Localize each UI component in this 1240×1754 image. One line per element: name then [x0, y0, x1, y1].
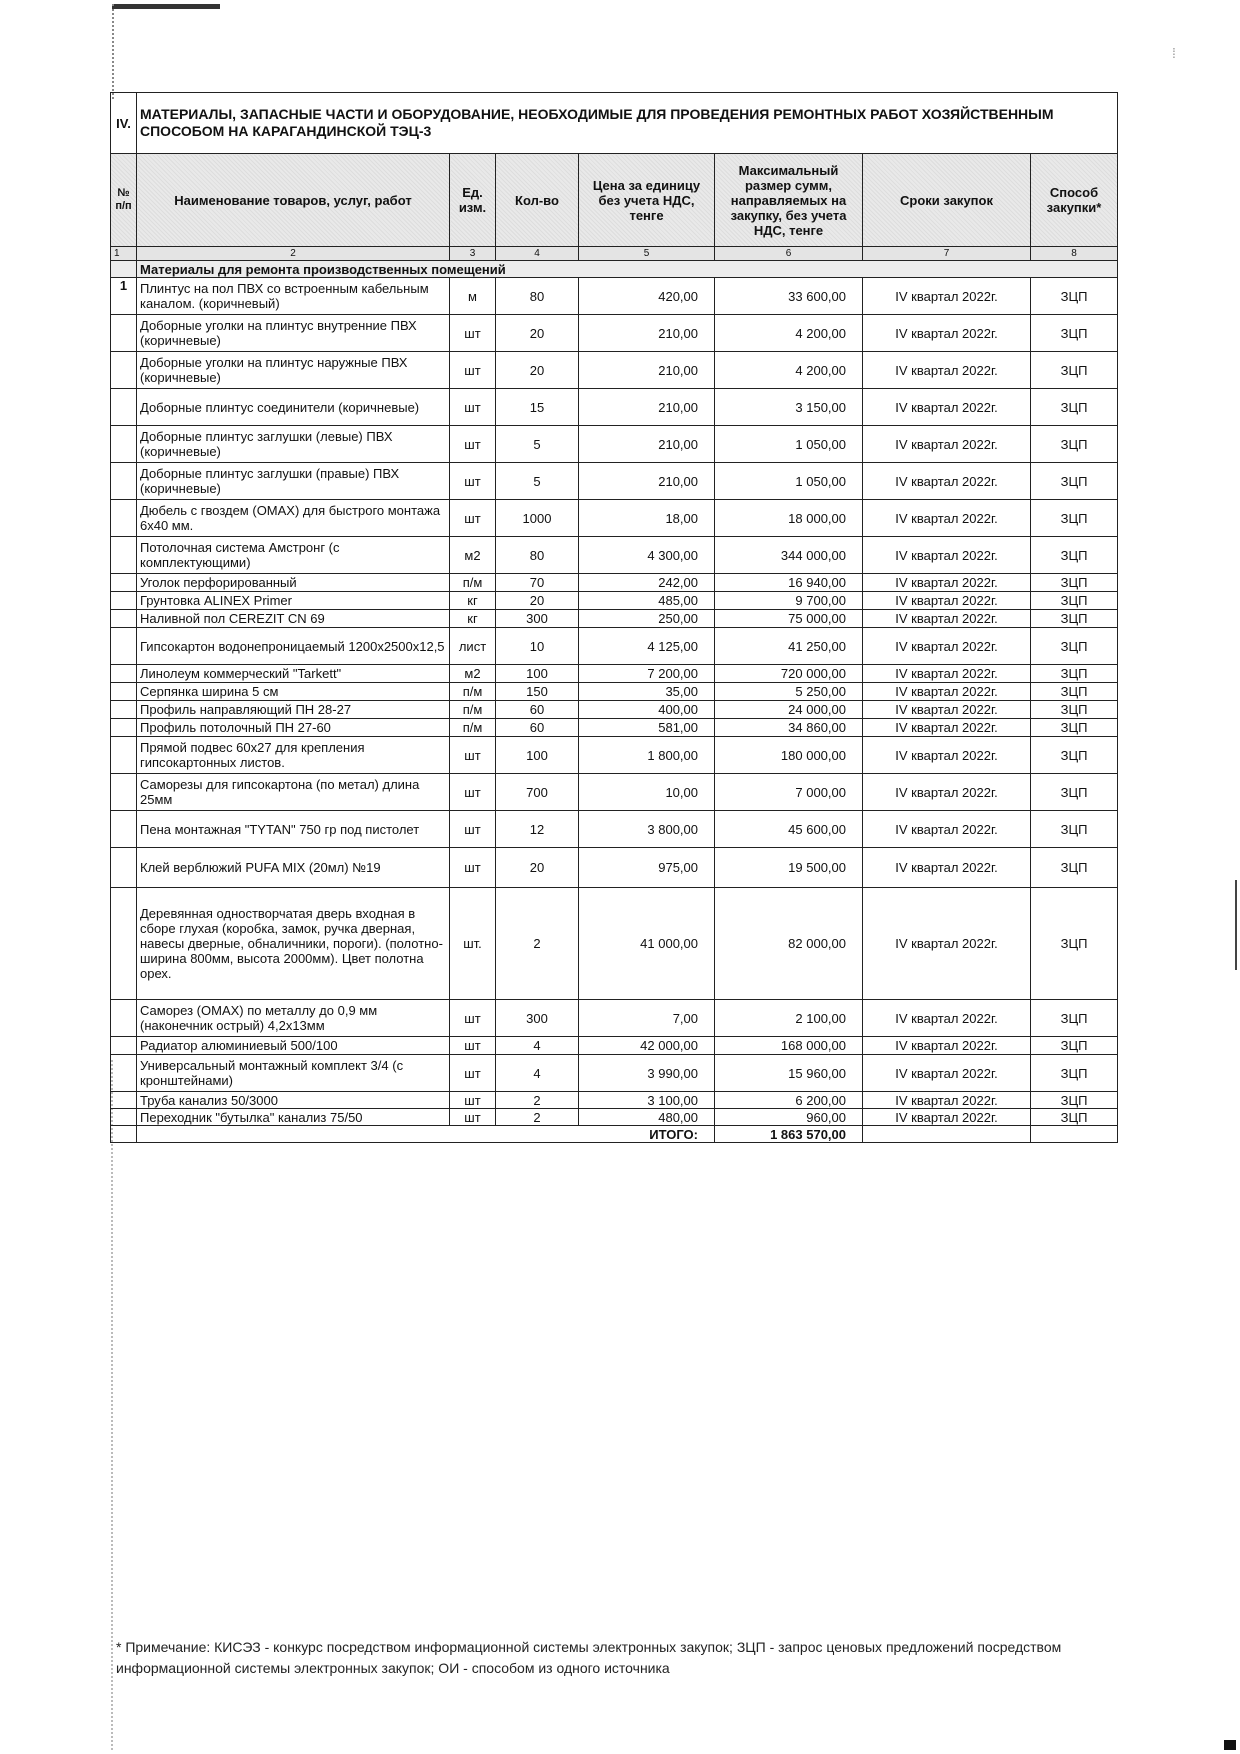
item-name: Доборные уголки на плинтус внутренние ПВХ (коричневые) [137, 315, 450, 352]
col-number: 8 [1031, 247, 1118, 261]
item-qty: 300 [496, 610, 579, 628]
item-term: IV квартал 2022г. [863, 1000, 1031, 1037]
row-number [111, 500, 137, 537]
item-unit: шт [450, 1092, 496, 1109]
row-number [111, 537, 137, 574]
item-qty: 100 [496, 737, 579, 774]
item-sum: 9 700,00 [715, 592, 863, 610]
item-name: Деревянная одностворчатая дверь входная в сборе глухая (коробка, замок, ручка дверная, навесы дверные, обналичники, пороги). (полотно- ширина 800мм, высота 2000мм). Цвет полотна орех. [137, 888, 450, 1000]
footnote: * Примечание: КИСЭЗ - конкурс посредством информационной системы электронных закупок; ЗЦП - запрос ценовых предложений посредством информационной системы электронных закупок; ОИ - способом из одного источника [116, 1639, 1062, 1676]
item-method: ЗЦП [1031, 737, 1118, 774]
item-sum: 1 050,00 [715, 426, 863, 463]
item-name: Переходник "бутылка" канализ 75/50 [137, 1109, 450, 1126]
table-row [111, 665, 1118, 683]
item-sum: 82 000,00 [715, 888, 863, 1000]
row-number [111, 628, 137, 665]
item-unit: шт [450, 389, 496, 426]
item-sum: 4 200,00 [715, 352, 863, 389]
item-price: 485,00 [579, 592, 715, 610]
category-title: Материалы для ремонта производственных помещений [137, 261, 1118, 278]
table-row [111, 1037, 1118, 1055]
item-price: 250,00 [579, 610, 715, 628]
col-number: 3 [450, 247, 496, 261]
item-qty: 2 [496, 1109, 579, 1126]
item-method: ЗЦП [1031, 315, 1118, 352]
item-method: ЗЦП [1031, 537, 1118, 574]
col-header-name: Наименование товаров, услуг, работ [137, 154, 450, 247]
item-name: Радиатор алюминиевый 500/100 [137, 1037, 450, 1055]
item-term: IV квартал 2022г. [863, 665, 1031, 683]
item-qty: 10 [496, 628, 579, 665]
item-term: IV квартал 2022г. [863, 888, 1031, 1000]
item-price: 4 125,00 [579, 628, 715, 665]
table-row [111, 315, 1118, 352]
scan-speck: ⁞ [1172, 45, 1176, 61]
table-row [111, 592, 1118, 610]
item-unit: шт [450, 1037, 496, 1055]
item-unit: кг [450, 610, 496, 628]
item-price: 480,00 [579, 1109, 715, 1126]
row-number [111, 1000, 137, 1037]
item-unit: шт [450, 737, 496, 774]
item-price: 41 000,00 [579, 888, 715, 1000]
item-unit: м [450, 278, 496, 315]
item-method: ЗЦП [1031, 389, 1118, 426]
item-method: ЗЦП [1031, 1037, 1118, 1055]
item-method: ЗЦП [1031, 848, 1118, 888]
item-qty: 20 [496, 352, 579, 389]
item-name: Плинтус на пол ПВХ со встроенным кабельным каналом. (коричневый) [137, 278, 450, 315]
col-header-method: Способ закупки* [1031, 154, 1118, 247]
col-number: 7 [863, 247, 1031, 261]
table-row [111, 537, 1118, 574]
table-row [111, 701, 1118, 719]
item-sum: 16 940,00 [715, 574, 863, 592]
item-sum: 4 200,00 [715, 315, 863, 352]
item-unit: шт [450, 1000, 496, 1037]
item-price: 210,00 [579, 389, 715, 426]
item-qty: 80 [496, 278, 579, 315]
item-method: ЗЦП [1031, 1092, 1118, 1109]
row-number [111, 352, 137, 389]
table-row [111, 574, 1118, 592]
item-unit: шт [450, 1055, 496, 1092]
row-number [111, 1109, 137, 1126]
table-row [111, 389, 1118, 426]
item-sum: 2 100,00 [715, 1000, 863, 1037]
table-row [111, 352, 1118, 389]
col-header-num: № п/п [111, 154, 137, 247]
item-term: IV квартал 2022г. [863, 683, 1031, 701]
col-header-qty: Кол-во [496, 154, 579, 247]
item-term: IV квартал 2022г. [863, 719, 1031, 737]
item-sum: 45 600,00 [715, 811, 863, 848]
row-number [111, 574, 137, 592]
item-unit: шт. [450, 888, 496, 1000]
item-method: ЗЦП [1031, 592, 1118, 610]
table-row [111, 811, 1118, 848]
row-number [111, 665, 137, 683]
item-price: 210,00 [579, 352, 715, 389]
total-empty-cell [863, 1126, 1031, 1143]
item-method: ЗЦП [1031, 888, 1118, 1000]
table-row [111, 719, 1118, 737]
table-row [111, 1000, 1118, 1037]
item-price: 7 200,00 [579, 665, 715, 683]
item-price: 42 000,00 [579, 1037, 715, 1055]
item-qty: 2 [496, 888, 579, 1000]
item-method: ЗЦП [1031, 352, 1118, 389]
row-number: 1 [111, 278, 137, 315]
item-name: Доборные плинтус соединители (коричневые) [137, 389, 450, 426]
item-qty: 700 [496, 774, 579, 811]
table-row [111, 1055, 1118, 1092]
item-sum: 41 250,00 [715, 628, 863, 665]
item-method: ЗЦП [1031, 683, 1118, 701]
item-qty: 4 [496, 1037, 579, 1055]
item-method: ЗЦП [1031, 500, 1118, 537]
col-number: 2 [137, 247, 450, 261]
item-method: ЗЦП [1031, 1055, 1118, 1092]
col-header-term: Сроки закупок [863, 154, 1031, 247]
item-method: ЗЦП [1031, 665, 1118, 683]
item-sum: 180 000,00 [715, 737, 863, 774]
section-title: МАТЕРИАЛЫ, ЗАПАСНЫЕ ЧАСТИ И ОБОРУДОВАНИЕ, НЕОБХОДИМЫЕ ДЛЯ ПРОВЕДЕНИЯ РЕМОНТНЫХ РАБОТ ХОЗЯЙСТВЕННЫМ СПОСОБОМ НА КАРАГАНДИНСКОЙ ТЭЦ-3 [137, 93, 1118, 154]
item-qty: 4 [496, 1055, 579, 1092]
total-num-cell [111, 1126, 137, 1143]
item-sum: 7 000,00 [715, 774, 863, 811]
item-unit: шт [450, 463, 496, 500]
row-number [111, 315, 137, 352]
row-number [111, 774, 137, 811]
item-unit: м2 [450, 537, 496, 574]
item-price: 3 800,00 [579, 811, 715, 848]
procurement-table [110, 92, 1118, 1143]
item-price: 18,00 [579, 500, 715, 537]
item-term: IV квартал 2022г. [863, 463, 1031, 500]
table-row [111, 610, 1118, 628]
row-number [111, 888, 137, 1000]
item-sum: 6 200,00 [715, 1092, 863, 1109]
table-row [111, 463, 1118, 500]
item-method: ЗЦП [1031, 1000, 1118, 1037]
table-row [111, 1092, 1118, 1109]
item-term: IV квартал 2022г. [863, 628, 1031, 665]
item-qty: 1000 [496, 500, 579, 537]
item-method: ЗЦП [1031, 574, 1118, 592]
item-unit: шт [450, 811, 496, 848]
scan-corner-mark [1224, 1740, 1236, 1750]
scan-edge-mark [112, 4, 220, 9]
item-qty: 15 [496, 389, 579, 426]
col-number: 5 [579, 247, 715, 261]
item-price: 10,00 [579, 774, 715, 811]
item-price: 3 990,00 [579, 1055, 715, 1092]
item-price: 210,00 [579, 463, 715, 500]
item-sum: 3 150,00 [715, 389, 863, 426]
item-method: ЗЦП [1031, 701, 1118, 719]
row-number [111, 683, 137, 701]
item-method: ЗЦП [1031, 719, 1118, 737]
item-price: 975,00 [579, 848, 715, 888]
item-sum: 18 000,00 [715, 500, 863, 537]
item-name: Труба канализ 50/3000 [137, 1092, 450, 1109]
item-sum: 960,00 [715, 1109, 863, 1126]
item-term: IV квартал 2022г. [863, 592, 1031, 610]
section-number: IV. [111, 93, 137, 154]
col-header-price: Цена за единицу без учета НДС, тенге [579, 154, 715, 247]
row-number [111, 1037, 137, 1055]
item-name: Прямой подвес 60х27 для крепления гипсокартонных листов. [137, 737, 450, 774]
item-qty: 70 [496, 574, 579, 592]
row-number [111, 701, 137, 719]
item-qty: 5 [496, 426, 579, 463]
item-unit: кг [450, 592, 496, 610]
item-term: IV квартал 2022г. [863, 1109, 1031, 1126]
item-price: 420,00 [579, 278, 715, 315]
column-header-row [111, 154, 1118, 247]
item-term: IV квартал 2022г. [863, 848, 1031, 888]
item-qty: 60 [496, 701, 579, 719]
item-term: IV квартал 2022г. [863, 574, 1031, 592]
item-name: Серпянка ширина 5 см [137, 683, 450, 701]
item-sum: 5 250,00 [715, 683, 863, 701]
item-method: ЗЦП [1031, 811, 1118, 848]
table-row [111, 888, 1118, 1000]
item-name: Доборные плинтус заглушки (левые) ПВХ (коричневые) [137, 426, 450, 463]
row-number [111, 426, 137, 463]
col-number: 6 [715, 247, 863, 261]
table-row [111, 737, 1118, 774]
table-row [111, 628, 1118, 665]
item-name: Гипсокартон водонепроницаемый 1200х2500х12,5 [137, 628, 450, 665]
item-method: ЗЦП [1031, 278, 1118, 315]
item-price: 1 800,00 [579, 737, 715, 774]
item-price: 7,00 [579, 1000, 715, 1037]
total-empty-cell [1031, 1126, 1118, 1143]
item-name: Профиль потолочный ПН 27-60 [137, 719, 450, 737]
row-number [111, 610, 137, 628]
item-name: Доборные уголки на плинтус наружные ПВХ (коричневые) [137, 352, 450, 389]
col-header-sum: Максимальный размер сумм, направляемых на закупку, без учета НДС, тенге [715, 154, 863, 247]
item-unit: шт [450, 426, 496, 463]
item-sum: 168 000,00 [715, 1037, 863, 1055]
item-method: ЗЦП [1031, 610, 1118, 628]
item-term: IV квартал 2022г. [863, 426, 1031, 463]
scan-edge-mark [111, 1060, 113, 1750]
col-number: 1 [111, 247, 137, 261]
item-unit: шт [450, 315, 496, 352]
item-unit: шт [450, 500, 496, 537]
item-price: 210,00 [579, 426, 715, 463]
row-number [111, 1092, 137, 1109]
table-row [111, 426, 1118, 463]
item-price: 400,00 [579, 701, 715, 719]
item-unit: шт [450, 352, 496, 389]
item-name: Профиль направляющий ПН 28-27 [137, 701, 450, 719]
table-row [111, 500, 1118, 537]
item-method: ЗЦП [1031, 628, 1118, 665]
row-number [111, 463, 137, 500]
item-unit: шт [450, 848, 496, 888]
item-name: Саморезы для гипсокартона (по метал) длина 25мм [137, 774, 450, 811]
row-number [111, 1055, 137, 1092]
item-term: IV квартал 2022г. [863, 315, 1031, 352]
row-number [111, 848, 137, 888]
item-unit: шт [450, 1109, 496, 1126]
item-qty: 2 [496, 1092, 579, 1109]
item-price: 3 100,00 [579, 1092, 715, 1109]
item-name: Грунтовка ALINEX Primer [137, 592, 450, 610]
scan-edge-mark [1235, 880, 1237, 970]
item-qty: 20 [496, 315, 579, 352]
item-sum: 24 000,00 [715, 701, 863, 719]
item-term: IV квартал 2022г. [863, 500, 1031, 537]
column-number-row [111, 247, 1118, 261]
item-name: Универсальный монтажный комплект 3/4 (с кронштейнами) [137, 1055, 450, 1092]
item-name: Наливной пол CEREZIT CN 69 [137, 610, 450, 628]
item-qty: 300 [496, 1000, 579, 1037]
row-number [111, 719, 137, 737]
item-sum: 15 960,00 [715, 1055, 863, 1092]
item-unit: п/м [450, 719, 496, 737]
item-name: Уголок перфорированный [137, 574, 450, 592]
item-unit: шт [450, 774, 496, 811]
item-unit: м2 [450, 665, 496, 683]
item-qty: 5 [496, 463, 579, 500]
item-term: IV квартал 2022г. [863, 537, 1031, 574]
item-name: Саморез (OMAX) по металлу до 0,9 мм (наконечник острый) 4,2х13мм [137, 1000, 450, 1037]
item-sum: 19 500,00 [715, 848, 863, 888]
item-term: IV квартал 2022г. [863, 1055, 1031, 1092]
table-row [111, 774, 1118, 811]
item-term: IV квартал 2022г. [863, 389, 1031, 426]
item-qty: 12 [496, 811, 579, 848]
item-price: 210,00 [579, 315, 715, 352]
item-method: ЗЦП [1031, 1109, 1118, 1126]
col-number: 4 [496, 247, 579, 261]
col-header-unit: Ед. изм. [450, 154, 496, 247]
table-row [111, 848, 1118, 888]
item-qty: 20 [496, 848, 579, 888]
section-header-row [111, 93, 1118, 154]
item-sum: 33 600,00 [715, 278, 863, 315]
item-sum: 720 000,00 [715, 665, 863, 683]
item-qty: 60 [496, 719, 579, 737]
item-name: Доборные плинтус заглушки (правые) ПВХ (коричневые) [137, 463, 450, 500]
item-method: ЗЦП [1031, 463, 1118, 500]
row-number [111, 389, 137, 426]
item-name: Клей верблюжий PUFA MIX (20мл) №19 [137, 848, 450, 888]
item-sum: 34 860,00 [715, 719, 863, 737]
table-row [111, 683, 1118, 701]
item-sum: 1 050,00 [715, 463, 863, 500]
item-term: IV квартал 2022г. [863, 278, 1031, 315]
category-num-cell [111, 261, 137, 278]
item-term: IV квартал 2022г. [863, 701, 1031, 719]
item-price: 4 300,00 [579, 537, 715, 574]
category-row [111, 261, 1118, 278]
item-price: 581,00 [579, 719, 715, 737]
row-number [111, 811, 137, 848]
item-method: ЗЦП [1031, 774, 1118, 811]
item-price: 242,00 [579, 574, 715, 592]
item-unit: п/м [450, 574, 496, 592]
item-term: IV квартал 2022г. [863, 811, 1031, 848]
total-label: ИТОГО: [137, 1126, 715, 1143]
scan-edge-mark [112, 4, 117, 99]
item-term: IV квартал 2022г. [863, 737, 1031, 774]
row-number [111, 737, 137, 774]
item-term: IV квартал 2022г. [863, 610, 1031, 628]
table-row [111, 1109, 1118, 1126]
item-method: ЗЦП [1031, 426, 1118, 463]
item-unit: п/м [450, 701, 496, 719]
item-term: IV квартал 2022г. [863, 774, 1031, 811]
item-sum: 75 000,00 [715, 610, 863, 628]
item-qty: 100 [496, 665, 579, 683]
item-term: IV квартал 2022г. [863, 1037, 1031, 1055]
item-term: IV квартал 2022г. [863, 1092, 1031, 1109]
item-sum: 344 000,00 [715, 537, 863, 574]
item-term: IV квартал 2022г. [863, 352, 1031, 389]
total-value: 1 863 570,00 [715, 1126, 863, 1143]
item-name: Дюбель с гвоздем (OMAX) для быстрого монтажа 6х40 мм. [137, 500, 450, 537]
item-unit: п/м [450, 683, 496, 701]
row-number [111, 592, 137, 610]
item-name: Потолочная система Амстронг (с комплектующими) [137, 537, 450, 574]
item-name: Пена монтажная "TYTAN" 750 гр под пистолет [137, 811, 450, 848]
item-qty: 80 [496, 537, 579, 574]
table-row [111, 278, 1118, 315]
total-row [111, 1126, 1118, 1143]
item-name: Линолеум коммерческий "Tarkett" [137, 665, 450, 683]
item-qty: 20 [496, 592, 579, 610]
item-price: 35,00 [579, 683, 715, 701]
item-qty: 150 [496, 683, 579, 701]
item-unit: лист [450, 628, 496, 665]
